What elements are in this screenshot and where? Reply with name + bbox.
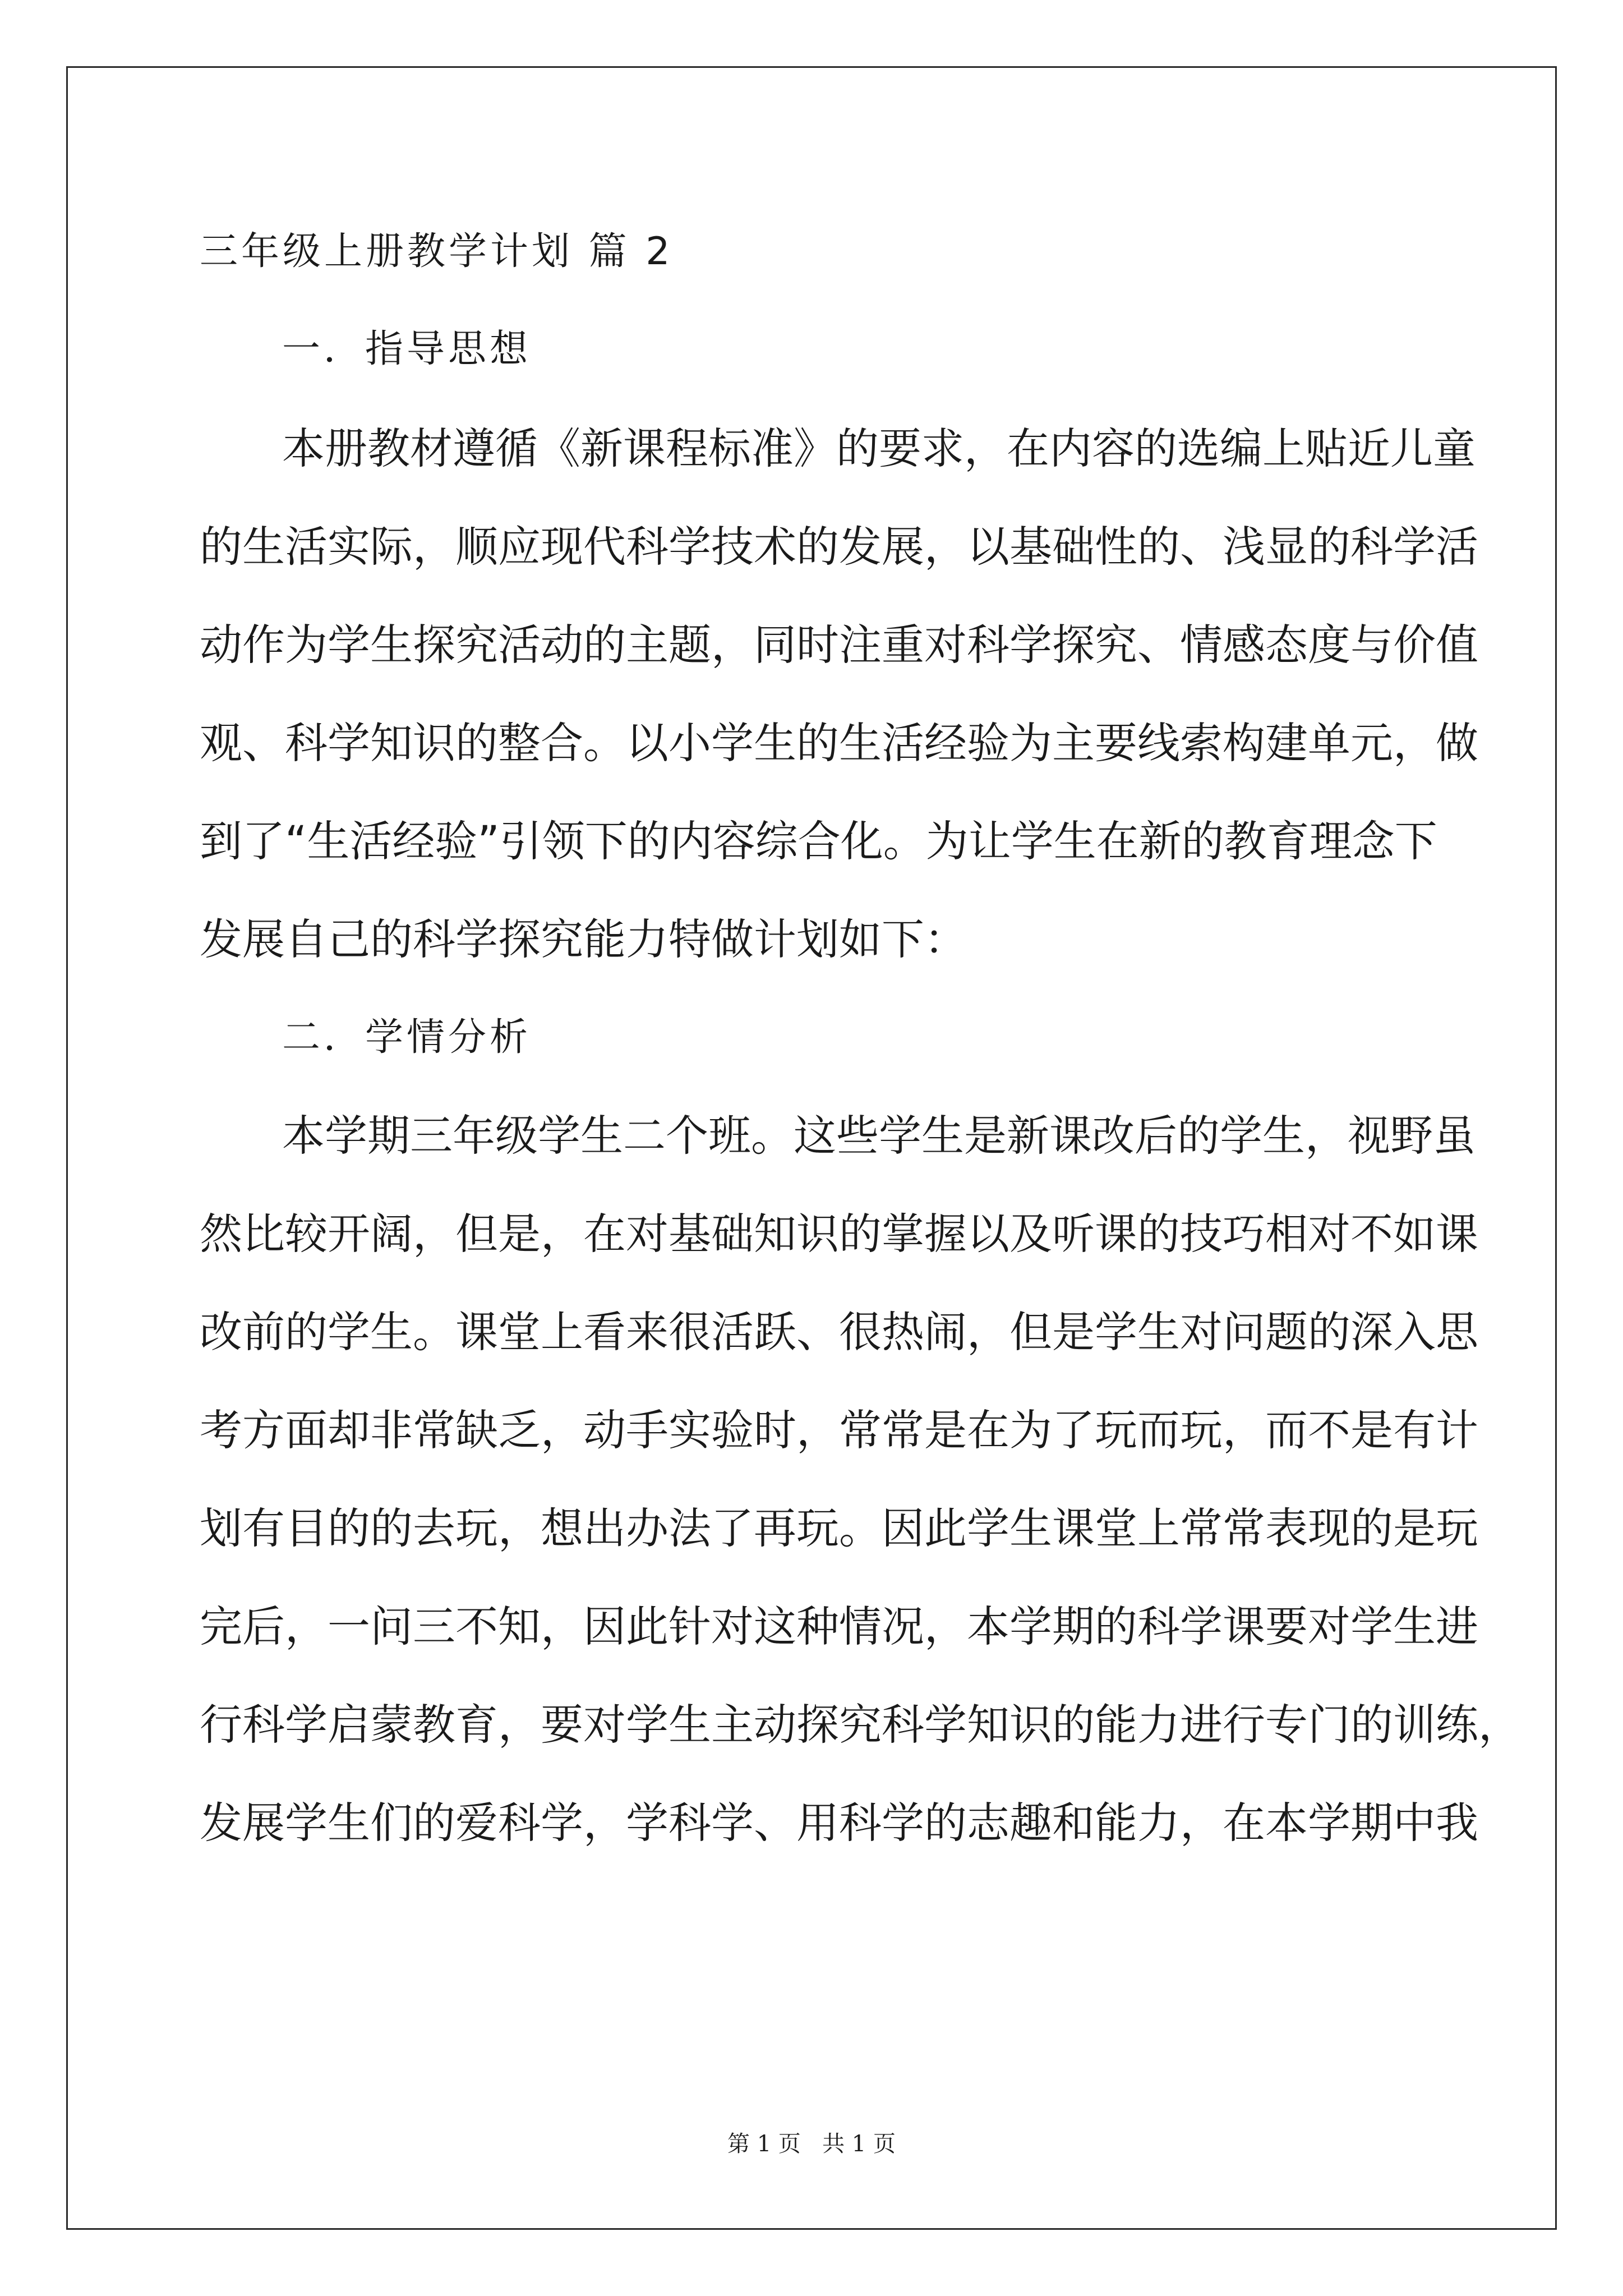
paragraph-line: 划有目的的去玩，想出办法了再玩。因此学生课堂上常常表现的是玩 [200, 1503, 1478, 1553]
paragraph-line: 本册教材遵循《新课程标准》的要求，在内容的选编上贴近儿童 [282, 424, 1476, 473]
paragraph-line: 观、科学知识的整合。以小学生的生活经验为主要线索构建单元，做 [200, 718, 1478, 768]
paragraph-line: 发展自己的科学探究能力特做计划如下： [200, 914, 967, 964]
paragraph-line: 完后，一问三不知，因此针对这种情况，本学期的科学课要对学生进 [200, 1602, 1478, 1651]
paragraph-line: 行科学启蒙教育，要对学生主动探究科学知识的能力进行专门的训练， [200, 1700, 1521, 1750]
paragraph-line: 动作为学生探究活动的主题，同时注重对科学探究、情感态度与价值 [200, 620, 1478, 670]
paragraph-line: 发展学生们的爱科学，学科学、用科学的志趣和能力，在本学期中我 [200, 1798, 1478, 1848]
paragraph-line: 改前的学生。课堂上看来很活跃、很热闹，但是学生对问题的深入思 [200, 1307, 1478, 1357]
section-heading-guiding-thought: 一．指导思想 [282, 327, 532, 371]
paragraph-line: 考方面却非常缺乏，动手实验时，常常是在为了玩而玩，而不是有计 [200, 1405, 1478, 1455]
paragraph-line: 然比较开阔，但是，在对基础知识的掌握以及听课的技巧相对不如课 [200, 1209, 1478, 1259]
paragraph-line: 的生活实际，顺应现代科学技术的发展，以基础性的、浅显的科学活 [200, 522, 1478, 572]
section-heading-learning-analysis: 二．学情分析 [282, 1015, 532, 1060]
page-number-footer: 第 1 页 共 1 页 [727, 2131, 896, 2157]
paragraph-line: 本学期三年级学生二个班。这些学生是新课改后的学生，视野虽 [282, 1111, 1476, 1161]
document-title: 三年级上册教学计划 篇 2 [200, 229, 674, 274]
paragraph-line: 到了“生活经验”引领下的内容综合化。为让学生在新的教育理念下 [200, 816, 1437, 866]
